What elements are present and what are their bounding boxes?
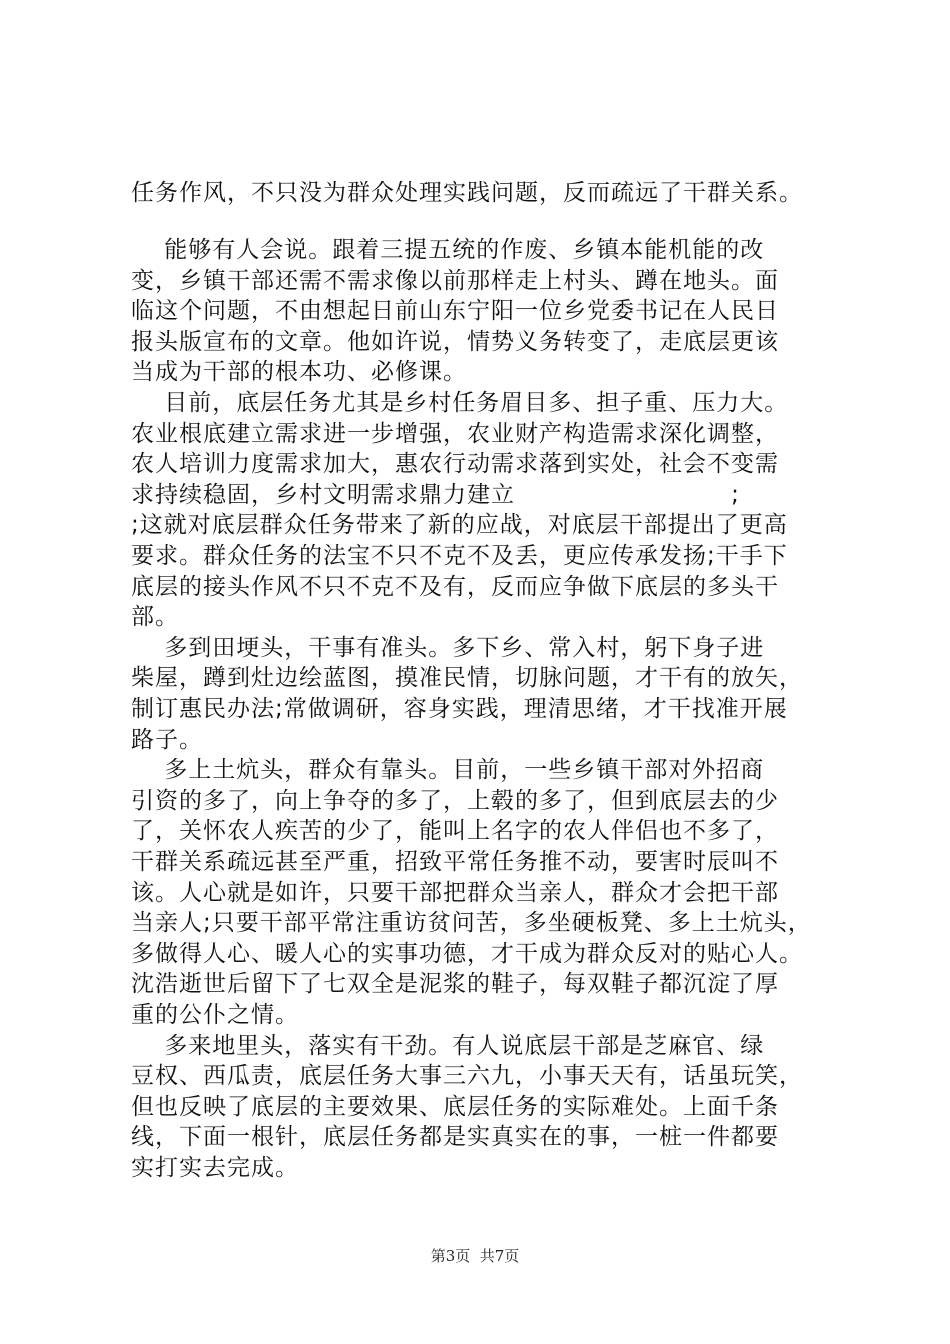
text-line: 当成为干部的根本功、必修课。 [131,359,467,386]
text-line: 多上土炕头，群众有靠头。目前，一些乡镇干部对外招商 [131,757,765,784]
text-line: 线，下面一根针，底层任务都是实真实在的事，一桩一件都要 [131,1124,779,1151]
text-line: 了，关怀农人疾苦的少了，能叫上名字的农人伴侣也不多了， [131,818,779,845]
text-line: 变，乡镇干部还需不需求像以前那样走上村头、蹲在地头。面 [131,267,779,294]
text-line: 实打实去完成。 [131,1155,299,1181]
text-line: 多到田埂头，干事有准头。多下乡、常入村，躬下身子进 [131,634,765,661]
text-line: 农人培训力度需求加大，惠农行动需求落到实处，社会不变需 [131,451,779,478]
text-line: 能够有人会说。跟着三提五统的作废、乡镇本能机能的改 [131,237,765,263]
page-number-footer: 第3页 共7页 [430,1247,520,1265]
text-line: 底层的接头作风不只不克不及有，反而应争做下底层的多头干 [131,573,779,600]
text-line: 但也反映了底层的主要效果、底层任务的实际难处。上面千条 [131,1093,779,1120]
text-line: 部。 [131,604,179,631]
text-line: 多做得人心、暖人心的实事功德，才干成为群众反对的贴心人。 [131,940,803,967]
text-line: 重的公仆之情。 [131,1002,299,1028]
text-line: 求持续稳固，乡村文明需求鼎力建立 ; [131,481,740,508]
text-line: 多来地里头，落实有干劲。有人说底层干部是芝麻官、绿 [131,1032,765,1059]
text-line: 任务作风，不只没为群众处理实践问题，反而疏远了干群关系。 [131,180,803,206]
text-line: 要求。群众任务的法宝不只不克不及丢，更应传承发扬;干手下 [131,543,788,569]
text-line: 该。人心就是如许，只要干部把群众当亲人，群众才会把干部 [131,879,779,906]
text-line: 豆权、西瓜责，底层任务大事三六九，小事天天有，话虽玩笑， [131,1063,803,1090]
text-line: 引资的多了，向上争夺的多了，上毂的多了，但到底层去的少 [131,787,779,814]
text-line: 当亲人;只要干部平常注重访贫问苦，多坐硬板凳、多上土炕头， [131,910,812,937]
text-line: 路子。 [131,726,203,753]
text-line: 临这个问题，不由想起日前山东宁阳一位乡党委书记在人民日 [131,298,779,325]
text-line: 目前，底层任务尤其是乡村任务眉目多、担子重、压力大。 [131,390,789,416]
text-line: 制订惠民办法;常做调研，容身实践，理清思绪，才干找准开展 [131,696,788,722]
text-line: 农业根底建立需求进一步增强，农业财产构造需求深化调整， [131,420,779,447]
text-line: 干群关系疏远甚至严重，招致平常任务推不动，要害时辰叫不 [131,849,779,875]
text-line: 报头版宣布的文章。他如许说，情势义务转变了，走底层更该 [131,328,779,355]
text-line: 柴屋，蹲到灶边绘蓝图，摸准民情，切脉问题，才干有的放矢， [131,665,803,692]
text-line: ;这就对底层群众任务带来了新的应战，对底层干部提出了更高 [131,512,788,539]
text-line: 沈浩逝世后留下了七双全是泥浆的鞋子，每双鞋子都沉淀了厚 [131,971,779,998]
